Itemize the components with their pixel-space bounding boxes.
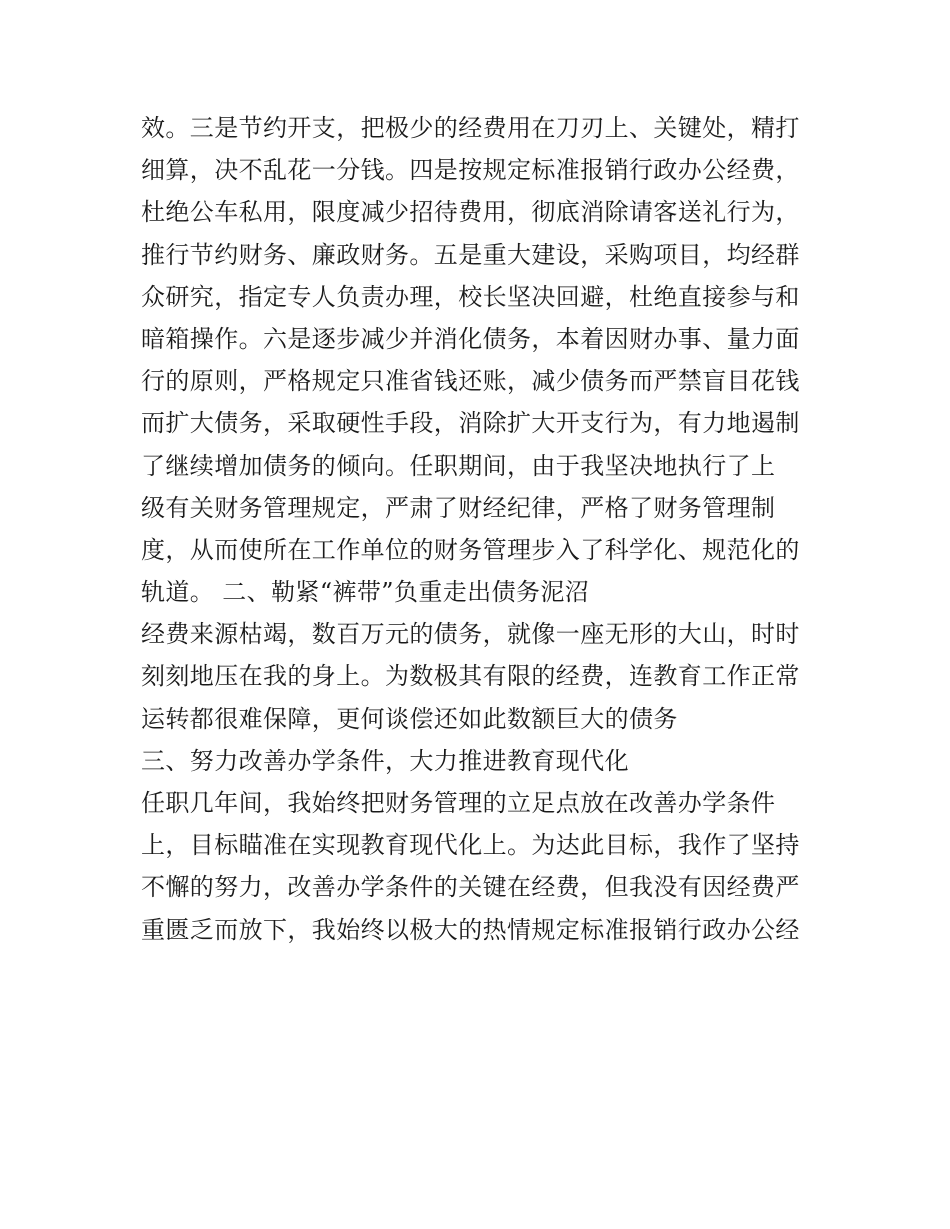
text-line: 效。三是节约开支，把极少的经费用在刀刃上、关键处，精打: [141, 114, 800, 142]
text-line: 推行节约财务、廉政财务。五是重大建设，采购项目，均经群: [141, 240, 800, 269]
text-line: 任职几年间，我始终把财务管理的立足点放在改善办学条件: [141, 789, 776, 817]
text-line: 了继续增加债务的倾向。任职期间，由于我坚决地执行了上: [141, 451, 776, 480]
text-line: 刻刻地压在我的身上。为数极其有限的经费，连教育工作正常: [141, 662, 800, 691]
text-line: 行的原则，严格规定只准省钱还账，减少债务而严禁盲目花钱: [141, 367, 800, 396]
text-line: 众研究，指定专人负责办理，校长坚决回避，杜绝直接参与和: [141, 282, 800, 311]
text-line: 重匮乏而放下，我始终以极大的热情规定标准报销行政办公经: [141, 915, 800, 944]
text-line: 而扩大债务，采取硬性手段，消除扩大开支行为，有力地遏制: [141, 409, 800, 438]
text-line: 上，目标瞄准在实现教育现代化上。为达此目标，我作了坚持: [141, 831, 800, 860]
text-line: 级有关财务管理规定，严肃了财经纪律，严格了财务管理制: [141, 493, 776, 522]
section-heading-line: 轨道。 二、勒紧“裤带”负重走出债务泥沼: [141, 578, 590, 607]
text-line: 细算，决不乱花一分钱。四是按规定标准报销行政办公经费，: [141, 156, 800, 185]
text-line: 杜绝公车私用，限度减少招待费用，彻底消除请客送礼行为，: [141, 198, 800, 227]
text-line: 运转都很难保障，更何谈偿还如此数额巨大的债务: [141, 704, 678, 733]
text-line: 经费来源枯竭，数百万元的债务，就像一座无形的大山，时时: [141, 620, 800, 649]
document-body: [141, 107, 821, 951]
section-heading-line: 三、努力改善办学条件，大力推进教育现代化: [141, 746, 629, 775]
text-line: 暗箱操作。六是逐步减少并消化债务，本着因财办事、量力面: [141, 324, 800, 353]
text-line: 度，从而使所在工作单位的财务管理步入了科学化、规范化的: [141, 535, 800, 564]
text-line: 不懈的努力，改善办学条件的关键在经费，但我没有因经费严: [141, 873, 800, 902]
